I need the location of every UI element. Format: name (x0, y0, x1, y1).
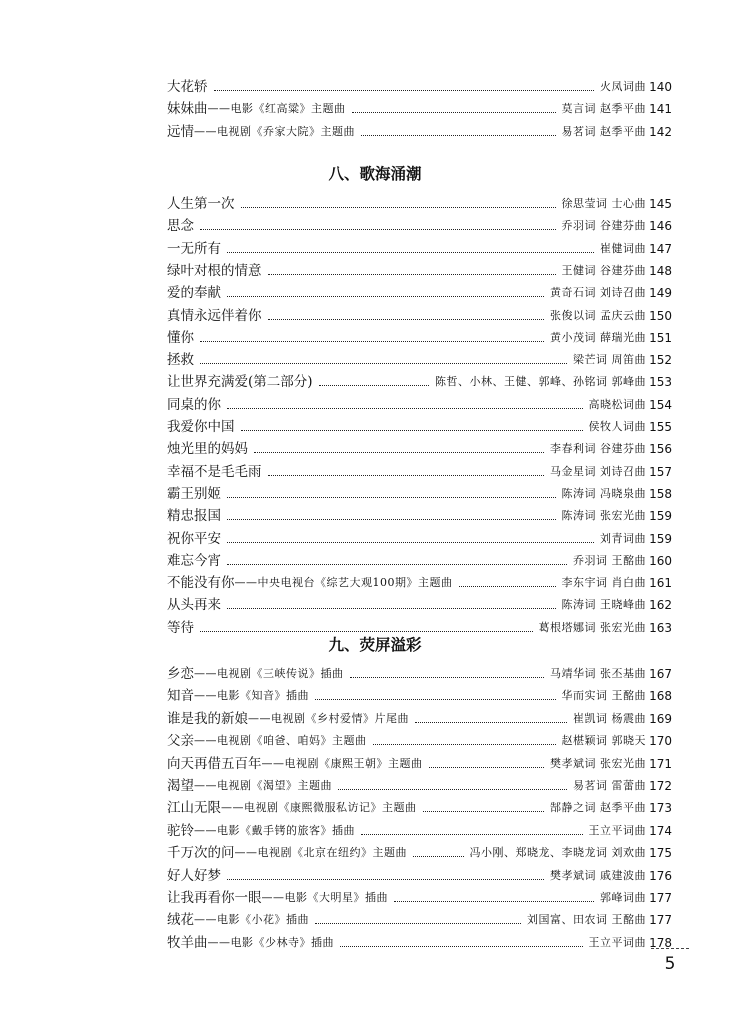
entry-credits: 高晓松词曲 (588, 397, 646, 411)
entry-credits: 刘国富、田农词 王酩曲 (527, 913, 646, 927)
entry-title: 妹妹曲 (167, 101, 208, 118)
entry-credits: 易茗词 赵季平曲 (561, 124, 646, 138)
entry-page-number: 151 (649, 330, 672, 345)
toc-entry[interactable] (167, 863, 672, 885)
entry-page-number: 171 (649, 756, 672, 771)
entry-credits: 陈涛词 王晓峰曲 (561, 598, 646, 612)
toc-entry[interactable] (167, 191, 672, 213)
entry-title: 远情 (167, 123, 194, 140)
entry-title: 一无所有 (167, 240, 221, 257)
page-number: 5 (664, 954, 676, 974)
entry-subtitle: ——电视剧《康熙王朝》主题曲 (261, 756, 423, 770)
dot-leader (459, 586, 556, 587)
entry-title: 从头再来 (167, 597, 221, 614)
entry-title: 江山无限 (167, 800, 221, 817)
entry-credits: 徐思莹词 士心曲 (561, 197, 646, 210)
toc-entry[interactable] (167, 930, 672, 952)
entry-credits: 马金星词 刘诗召曲 (550, 464, 646, 478)
entry-credits: 张俊以词 孟庆云曲 (550, 308, 646, 322)
entry-page-number: 155 (649, 420, 672, 434)
entry-page-number: 172 (649, 779, 672, 793)
entry-page-number: 167 (649, 667, 672, 681)
entry-title: 谁是我的新娘 (167, 710, 248, 727)
entry-page-number: 150 (649, 308, 672, 323)
entry-page-number: 174 (649, 823, 672, 838)
toc-entry[interactable] (167, 414, 672, 436)
entry-credits: 陈涛词 冯晓泉曲 (561, 486, 646, 500)
entry-credits: 李东宇词 肖白曲 (561, 576, 646, 590)
dot-leader (200, 363, 567, 364)
entry-subtitle: ——电影《戴手铐的旅客》插曲 (194, 823, 355, 837)
dot-leader (319, 385, 429, 386)
entry-title: 渴望 (167, 778, 194, 794)
entry-credits: 黄奇石词 刘诗召曲 (550, 286, 646, 300)
entry-title: 难忘今宵 (167, 552, 221, 569)
entry-credits: 乔羽词 谷建芬曲 (561, 219, 646, 233)
toc-entry[interactable] (167, 526, 672, 548)
entry-subtitle: ——电视剧《渴望》主题曲 (194, 779, 332, 792)
entry-title: 父亲 (167, 733, 194, 750)
entry-subtitle: ——中央电视台《综艺大观100期》主题曲 (234, 576, 453, 590)
dot-leader (268, 274, 556, 275)
entry-title: 不能没有你 (167, 575, 235, 592)
toc-entry[interactable] (167, 751, 672, 773)
entry-page-number: 154 (649, 397, 672, 412)
entry-page-number: 170 (649, 734, 672, 749)
entry-title: 让世界充满爱(第二部分) (167, 374, 313, 391)
entry-page-number: 158 (649, 486, 672, 501)
entry-subtitle: ——电视剧《北京在纽约》主题曲 (234, 846, 407, 860)
entry-credits: 陈涛词 张宏光曲 (561, 509, 646, 523)
toc-entry[interactable] (167, 728, 672, 750)
entry-title: 绿叶对根的情意 (167, 262, 262, 279)
entry-credits: 乔羽词 王酩曲 (573, 553, 646, 567)
toc-entry[interactable] (167, 706, 672, 728)
entry-credits: 华而实词 王酩曲 (561, 689, 646, 703)
dot-leader (361, 135, 556, 136)
entry-page-number: 152 (649, 353, 672, 368)
dot-leader (227, 296, 544, 297)
entry-subtitle: ——电视剧《乡村爱情》片尾曲 (248, 711, 409, 725)
toc-entry[interactable] (167, 119, 672, 141)
entry-page-number: 162 (649, 598, 672, 613)
dot-leader (254, 452, 544, 453)
entry-page-number: 156 (649, 442, 672, 457)
toc-entry[interactable] (167, 436, 672, 458)
toc-entry[interactable] (167, 481, 672, 503)
entry-credits: 郭峰词曲 (600, 891, 646, 904)
entry-title: 牧羊曲 (167, 934, 208, 951)
toc-entry[interactable] (167, 818, 672, 840)
dot-leader (241, 430, 583, 431)
entry-page-number: 145 (649, 197, 672, 211)
entry-subtitle: ——电视剧《乔家大院》主题曲 (194, 124, 355, 138)
toc-entry[interactable] (167, 503, 672, 525)
dot-leader (227, 608, 556, 609)
entry-page-number: 146 (649, 219, 672, 234)
section-heading-8: 八、歌海涌潮 (328, 165, 422, 183)
toc-entry[interactable] (167, 907, 672, 929)
toc-entry[interactable] (167, 369, 672, 391)
dot-leader (338, 789, 567, 790)
toc-entry[interactable] (167, 661, 672, 683)
entry-page-number: 175 (649, 846, 672, 861)
entry-title: 我爱你中国 (167, 419, 235, 435)
entry-page-number: 148 (649, 263, 672, 278)
entry-title: 拯救 (167, 352, 194, 369)
entry-title: 知音 (167, 688, 194, 705)
entry-title: 绒花 (167, 912, 194, 929)
entry-credits: 莫言词 赵季平曲 (561, 102, 646, 116)
entry-subtitle: ——电影《大明星》插曲 (261, 891, 388, 904)
entry-page-number: 163 (649, 620, 672, 635)
entry-page-number: 173 (649, 801, 672, 816)
toc-entry[interactable] (167, 795, 672, 817)
entry-title: 霸王别姬 (167, 485, 221, 502)
dot-leader (227, 497, 556, 498)
entry-page-number: 157 (649, 464, 672, 479)
toc-entry[interactable] (167, 258, 672, 280)
entry-credits: 王立平词曲 (588, 823, 646, 837)
dot-leader (361, 834, 583, 835)
dot-leader (429, 767, 545, 768)
dot-leader (227, 879, 544, 880)
dot-leader (200, 631, 533, 632)
dot-leader (214, 90, 595, 91)
entry-title: 爱的奉献 (167, 285, 221, 302)
entry-page-number: 177 (649, 891, 672, 905)
dot-leader (268, 475, 545, 476)
entry-title: 祝你平安 (167, 530, 221, 547)
dot-leader (241, 207, 556, 208)
dot-leader (315, 923, 521, 924)
toc-entry[interactable] (167, 303, 672, 325)
entry-title: 烛光里的妈妈 (167, 441, 248, 458)
dot-leader (227, 542, 594, 543)
entry-credits: 易茗词 雷蕾曲 (573, 779, 646, 792)
entry-credits: 樊孝斌词 戚建波曲 (550, 868, 646, 882)
entry-title: 思念 (167, 218, 194, 235)
entry-credits: 马靖华词 张丕基曲 (550, 667, 646, 680)
dot-leader (315, 699, 556, 700)
entry-title: 驼铃 (167, 822, 194, 839)
entry-subtitle: ——电影《红高粱》主题曲 (207, 102, 346, 116)
entry-page-number: 153 (649, 375, 672, 390)
entry-subtitle: ——电视剧《康熙微服私访记》主题曲 (221, 801, 417, 815)
toc-entry[interactable] (167, 592, 672, 614)
entry-page-number: 159 (649, 509, 672, 524)
toc-entry[interactable] (167, 548, 672, 570)
section-heading-9: 九、荧屏溢彩 (328, 636, 422, 654)
entry-page-number: 147 (649, 241, 672, 256)
entry-title: 让我再看你一眼 (167, 890, 262, 906)
entry-page-number: 169 (649, 711, 672, 726)
dot-leader (413, 856, 464, 857)
dot-leader (200, 229, 556, 230)
entry-credits: 火凤词曲 (600, 80, 646, 93)
entry-credits: 葛根塔娜词 张宏光曲 (538, 620, 646, 634)
dot-leader (227, 519, 556, 520)
entry-page-number: 149 (649, 286, 672, 301)
entry-subtitle: ——电影《少林寺》插曲 (207, 935, 334, 949)
dot-leader (200, 341, 544, 342)
entry-title: 幸福不是毛毛雨 (167, 463, 262, 480)
dot-leader (423, 811, 545, 812)
folio-divider (651, 948, 689, 949)
entry-page-number: 168 (649, 689, 672, 704)
toc-entry[interactable] (167, 213, 672, 235)
entry-subtitle: ——电视剧《咱爸、咱妈》主题曲 (194, 734, 367, 748)
entry-page-number: 177 (649, 913, 672, 928)
dot-leader (268, 319, 545, 320)
entry-credits: 梁芒词 周笛曲 (573, 353, 646, 367)
entry-subtitle: ——电视剧《三峡传说》插曲 (194, 667, 344, 680)
entry-subtitle: ——电影《小花》插曲 (194, 913, 309, 927)
entry-credits: 崔凯词 杨震曲 (573, 711, 646, 725)
toc-entry[interactable] (167, 683, 672, 705)
entry-page-number: 161 (649, 576, 672, 591)
dot-leader (340, 946, 583, 947)
toc-entry[interactable] (167, 347, 672, 369)
entry-page-number: 160 (649, 553, 672, 568)
entry-title: 人生第一次 (167, 196, 235, 212)
entry-credits: 樊孝斌词 张宏光曲 (550, 756, 646, 770)
toc-entry[interactable] (167, 570, 672, 592)
dot-leader (227, 564, 567, 565)
toc-entry[interactable] (167, 773, 672, 795)
entry-title: 精忠报国 (167, 508, 221, 525)
entry-credits: 侯牧人词曲 (588, 420, 646, 433)
entry-subtitle: ——电影《知音》插曲 (194, 689, 309, 703)
toc-entry[interactable] (167, 840, 672, 862)
entry-page-number: 176 (649, 868, 672, 883)
entry-credits: 崔健词曲 (600, 241, 646, 255)
entry-credits: 赵椹颖词 郭晓天 (561, 734, 646, 748)
entry-credits: 王立平词曲 (588, 935, 646, 949)
entry-page-number: 159 (649, 531, 672, 546)
entry-title: 好人好梦 (167, 867, 221, 884)
toc-entry[interactable] (167, 325, 672, 347)
dot-leader (227, 408, 583, 409)
entry-credits: 陈哲、小林、王健、郭峰、孙铭词 郭峰曲 (435, 375, 646, 389)
entry-title: 向天再借五百年 (167, 755, 262, 772)
toc-entry[interactable] (167, 885, 672, 907)
entry-credits: 王健词 谷建芬曲 (561, 263, 646, 277)
dot-leader (394, 901, 594, 902)
dot-leader (350, 677, 545, 678)
entry-credits: 黄小茂词 薛瑞光曲 (550, 330, 646, 344)
entry-title: 大花轿 (167, 79, 208, 95)
entry-title: 同桌的你 (167, 396, 221, 413)
toc-entry[interactable] (167, 96, 672, 118)
entry-title: 真情永远伴着你 (167, 307, 262, 324)
dot-leader (227, 252, 594, 253)
dot-leader (373, 744, 556, 745)
entry-title: 懂你 (167, 329, 194, 346)
entry-title: 等待 (167, 619, 194, 636)
dot-leader (352, 112, 556, 113)
entry-credits: 郜静之词 赵季平曲 (550, 801, 646, 815)
entry-title: 乡恋 (167, 666, 194, 682)
entry-page-number: 142 (649, 124, 672, 139)
toc-entry[interactable] (167, 74, 672, 96)
entry-title: 千万次的问 (167, 845, 235, 862)
entry-credits: 刘青词曲 (600, 531, 646, 545)
entry-credits: 李春利词 谷建芬曲 (550, 442, 646, 456)
entry-page-number: 140 (649, 80, 672, 94)
toc-entry[interactable] (167, 280, 672, 302)
entry-page-number: 141 (649, 102, 672, 117)
dot-leader (415, 722, 567, 723)
toc-entry[interactable] (167, 392, 672, 414)
toc-entry[interactable] (167, 459, 672, 481)
entry-page-number: 178 (649, 935, 672, 950)
toc-entry[interactable] (167, 236, 672, 258)
entry-credits: 冯小刚、郑晓龙、李晓龙词 刘欢曲 (469, 846, 646, 860)
